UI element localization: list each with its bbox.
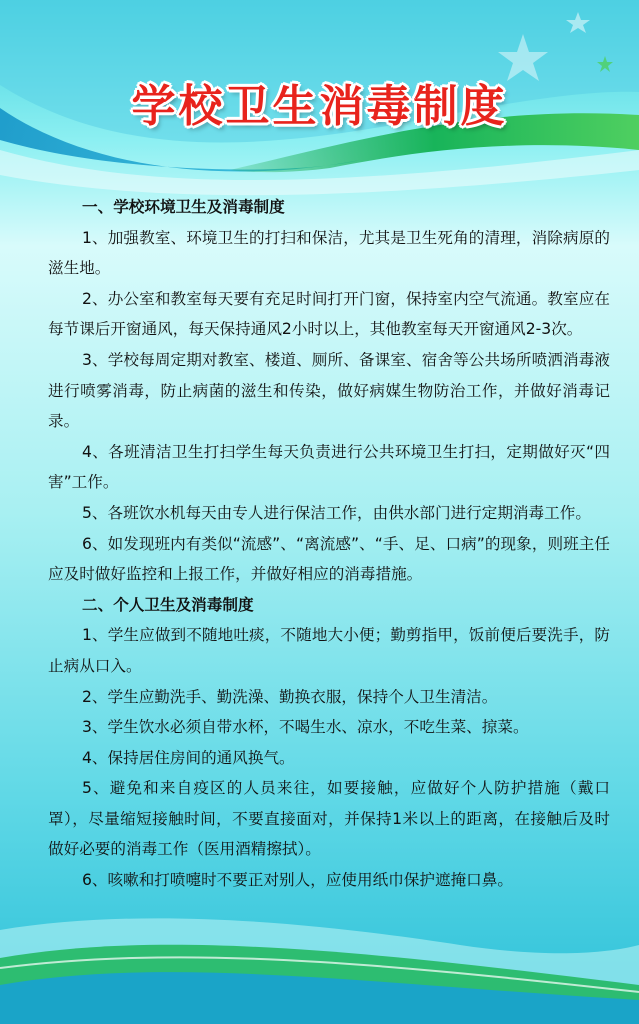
section-1-item-4: 4、各班清洁卫生打扫学生每天负责进行公共环境卫生打扫，定期做好灭“四害”工作。 [48, 442, 610, 492]
section-2-item-5: 5、避免和来自疫区的人员来往，如要接触，应做好个人防护措施（戴口罩），尽量缩短接触时间，不要直接面对，并保持1米以上的距离，在接触后及时做好必要的消毒工作（医用酒精擦拭）。 [48, 779, 610, 859]
section-1-heading: 一、学校环境卫生及消毒制度 [82, 198, 285, 216]
section-1-item-2: 2、办公室和教室每天要有充足时间打开门窗，保持室内空气流通。教室应在每节课后开窗通风，每天保持通风2小时以上，其他教室每天开窗通风2-3次。 [48, 289, 610, 339]
section-1-item-3: 3、学校每周定期对教室、楼道、厕所、备课室、宿舍等公共场所喷洒消毒液进行喷雾消毒，防止病菌的滋生和传染，做好病媒生物防治工作，并做好消毒记录。 [48, 350, 610, 431]
section-1-item-6: 6、如发现班内有类似“流感”、“离流感”、“手、足、口病”的现象，则班主任应及时做好监控和上报工作，并做好相应的消毒措施。 [48, 534, 610, 584]
section-2-item-1: 1、学生应做到不随地吐痰，不随地大小便；勤剪指甲，饭前便后要洗手，防止病从口入。 [48, 626, 610, 675]
section-2-heading: 二、个人卫生及消毒制度 [82, 595, 254, 614]
section-2-item-6: 6、咳嗽和打喷嚏时不要正对别人，应使用纸巾保护遮掩口鼻。 [82, 871, 513, 890]
section-1-item-1: 1、加强教室、环境卫生的打扫和保洁，尤其是卫生死角的清理，消除病原的滋生地。 [48, 228, 610, 278]
poster-title: 学校卫生消毒制度 [131, 81, 508, 132]
poster-content [48, 192, 610, 896]
section-1-item-5: 5、各班饮水机每天由专人进行保洁工作，由供水部门进行定期消毒工作。 [82, 503, 591, 522]
section-2-item-3: 3、学生饮水必须自带水杯，不喝生水、凉水，不吃生菜、掠菜。 [82, 718, 529, 737]
section-2-item-2: 2、学生应勤洗手、勤洗澡、勤换衣服，保持个人卫生清洁。 [82, 687, 498, 706]
section-2-item-4: 4、保持居住房间的通风换气。 [82, 748, 295, 767]
